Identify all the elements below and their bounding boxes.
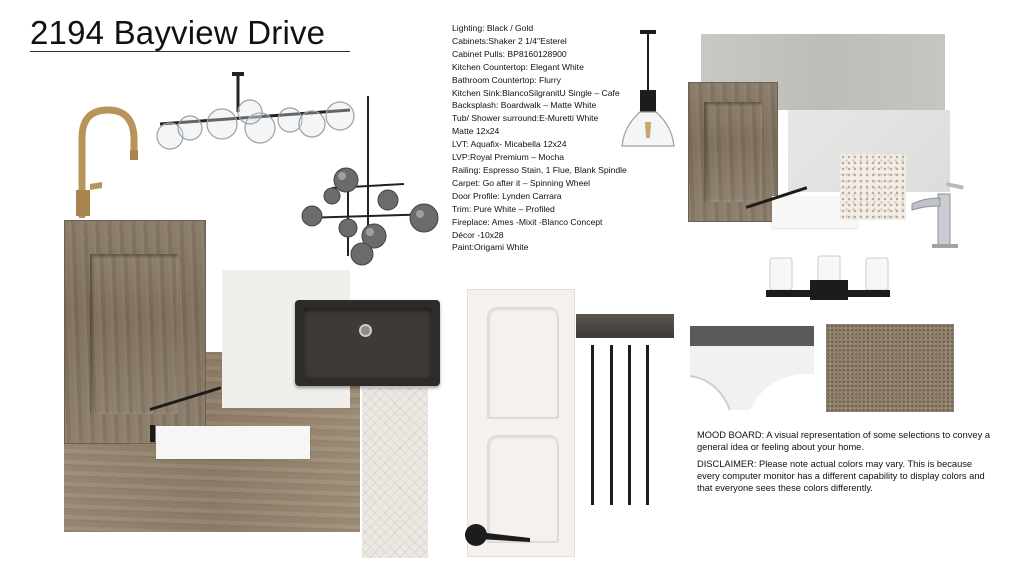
faucet-gold-icon <box>60 98 150 218</box>
cabinet-recessed-panel-right <box>704 102 762 202</box>
railing-spindle <box>610 345 613 505</box>
cabinet-recessed-panel <box>90 254 178 414</box>
cabinet-door-swatch <box>64 220 206 444</box>
sink-drain <box>359 324 372 337</box>
selection-item: Paint:Origami White <box>452 242 529 253</box>
selection-item: Bathroom Countertop: Flurry <box>452 74 561 85</box>
mood-board-note: MOOD BOARD: A visual representation of some selections to convey a general idea or feeling about your home. <box>697 430 990 452</box>
carpet-swatch <box>826 324 954 412</box>
door-lever-icon <box>464 518 536 552</box>
selection-item: LVT: Aquafix- Micabella 12x24 <box>452 139 567 150</box>
railing-spindle <box>591 345 594 505</box>
selection-item: Carpet: Go after it – Spinning Wheel <box>452 177 591 188</box>
railing-handrail-swatch <box>576 314 674 338</box>
backsplash-overlay <box>362 388 428 558</box>
kitchen-countertop-swatch <box>156 426 310 459</box>
selection-item: Railing: Espresso Stain, 1 Flue, Blank Spindle <box>452 164 627 175</box>
railing-spindle <box>628 345 631 505</box>
selection-item: Kitchen Sink:BlancoSilgranitU Single – Cafe <box>452 87 620 98</box>
cabinet-pull-end <box>150 425 155 442</box>
vanity-light-icon <box>762 254 894 304</box>
interior-door-swatch <box>467 289 575 557</box>
selection-item: Fireplace: Ames -Mixit -Blanco Concept Décor -10x28 <box>452 216 603 240</box>
selection-item: Cabinet Pulls: BP8160128900 <box>452 48 567 59</box>
notes-block <box>697 429 997 499</box>
selection-item: Tub/ Shower surround:E-Muretti White Matte 12x24 <box>452 113 599 137</box>
sink-basin <box>303 308 432 378</box>
kitchen-sink-swatch <box>295 300 440 386</box>
pendant-light-icon <box>618 30 678 154</box>
chandelier-smoke-icon <box>292 96 444 272</box>
title-underline <box>30 51 350 52</box>
railing-spindle <box>646 345 649 505</box>
selection-item: LVP:Royal Premium – Mocha <box>452 152 565 163</box>
disclaimer-note: DISCLAIMER: Please note actual colors may vary. This is because every computer monitor has a different capability to display colors and that everyone sees these colors differently. <box>697 459 985 493</box>
trim-profile-swatch <box>690 326 814 414</box>
bathroom-faucet-icon <box>904 180 968 250</box>
page-title: 2194 Bayview Drive <box>30 14 326 51</box>
selection-item: Cabinets:Shaker 2 1/4"Esterel <box>452 35 567 46</box>
selection-item: Lighting: Black / Gold <box>452 23 534 33</box>
quartz-swatch <box>840 154 906 220</box>
door-upper-panel <box>487 307 559 419</box>
selection-item: Door Profile: Lynden Carrara <box>452 190 562 201</box>
selection-item: Trim: Pure White – Profiled <box>452 203 555 214</box>
selection-item: Backsplash: Boardwalk – Matte White <box>452 100 597 111</box>
selection-item: Kitchen Countertop: Elegant White <box>452 61 584 72</box>
